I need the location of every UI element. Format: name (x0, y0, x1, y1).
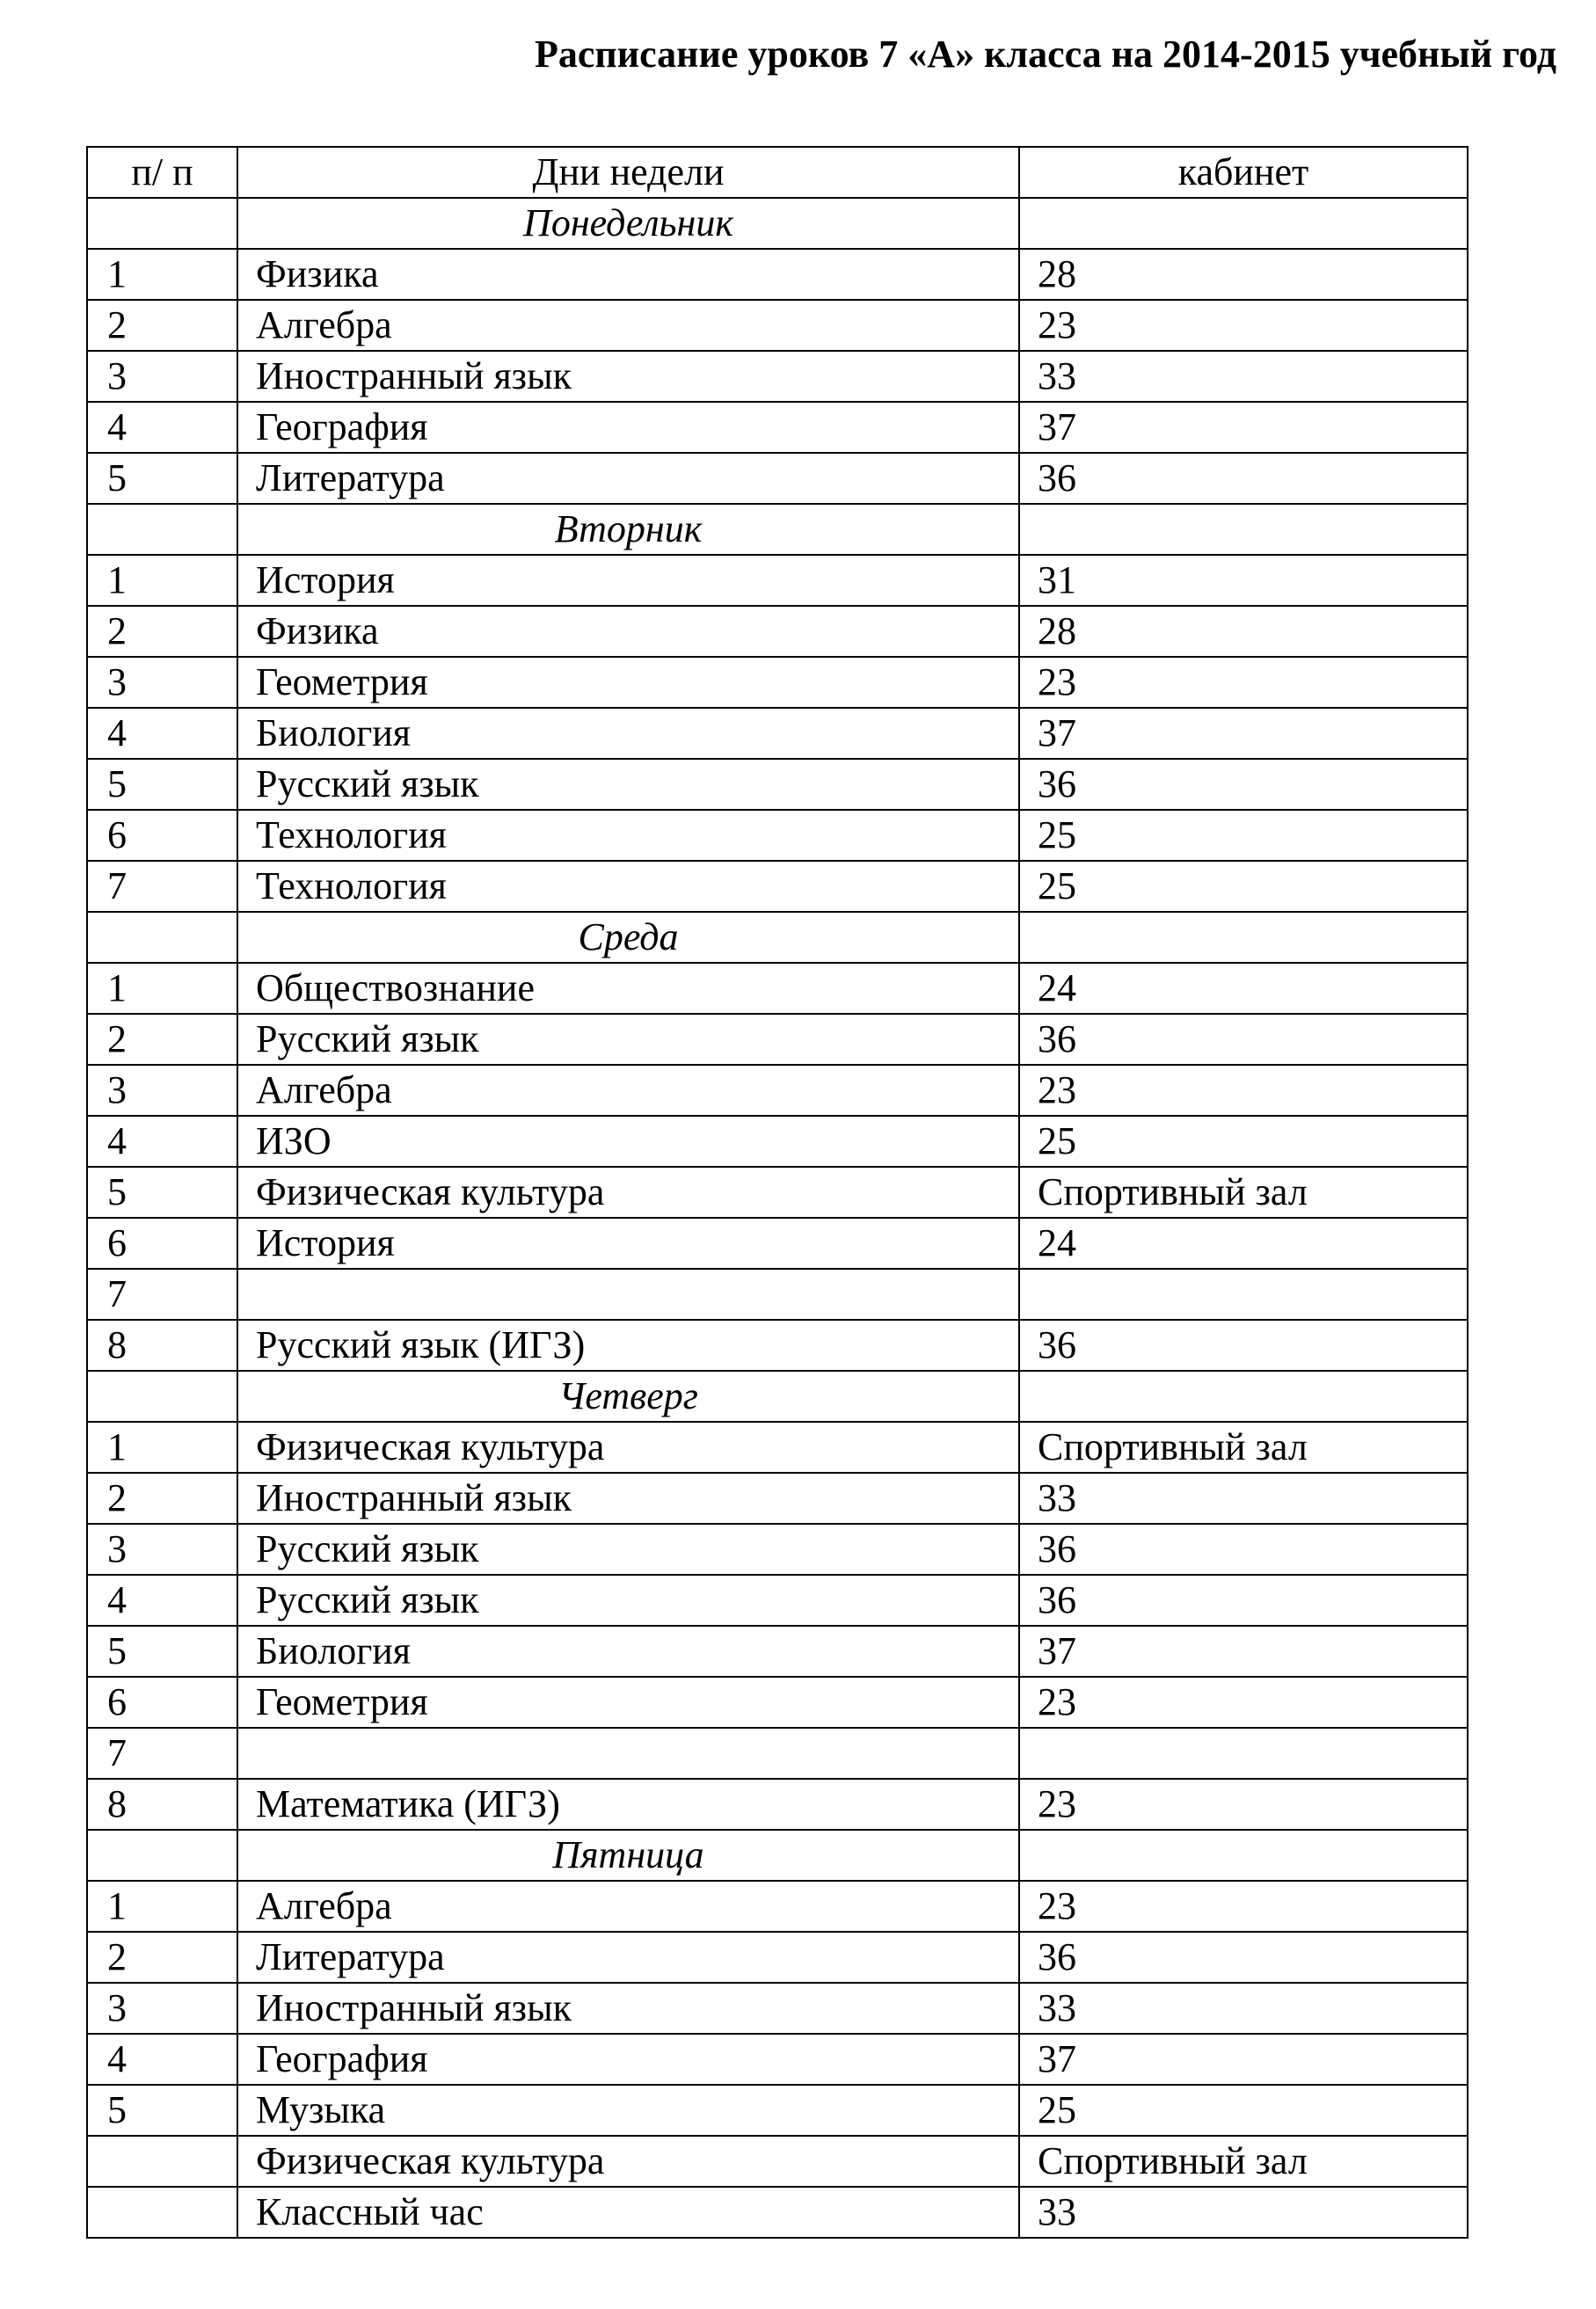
day-number-cell (87, 198, 237, 249)
lesson-row (87, 657, 1468, 708)
lesson-row (87, 1881, 1468, 1932)
lesson-room: 31 (1019, 555, 1468, 606)
lesson-number: 6 (87, 1218, 237, 1269)
lesson-row (87, 810, 1468, 861)
lesson-number: 7 (87, 1269, 237, 1320)
lesson-subject: Физическая культура (237, 1167, 1019, 1218)
lesson-room: Спортивный зал (1019, 1422, 1468, 1473)
lesson-room: 33 (1019, 351, 1468, 402)
lesson-row (87, 1779, 1468, 1830)
header-number: п/ п (87, 147, 237, 198)
lesson-row (87, 1218, 1468, 1269)
lesson-subject: Физика (237, 606, 1019, 657)
lesson-subject: Русский язык (ИГЗ) (237, 1320, 1019, 1371)
lesson-row (87, 555, 1468, 606)
day-room-cell (1019, 912, 1468, 963)
lesson-subject: ИЗО (237, 1116, 1019, 1167)
lesson-room (1019, 1728, 1468, 1779)
lesson-row (87, 2085, 1468, 2136)
lesson-room: 36 (1019, 1014, 1468, 1065)
lesson-number: 8 (87, 1320, 237, 1371)
lesson-room: 28 (1019, 249, 1468, 300)
day-number-cell (87, 912, 237, 963)
lesson-row (87, 1014, 1468, 1065)
lesson-row (87, 861, 1468, 912)
lesson-room: 36 (1019, 1524, 1468, 1575)
lesson-row (87, 1269, 1468, 1320)
lesson-number: 2 (87, 1014, 237, 1065)
lesson-room: 24 (1019, 1218, 1468, 1269)
day-row (87, 912, 1468, 963)
lesson-row (87, 1065, 1468, 1116)
lesson-subject: Русский язык (237, 759, 1019, 810)
schedule-table (86, 146, 1468, 2239)
header-row (87, 147, 1468, 198)
lesson-subject: Музыка (237, 2085, 1019, 2136)
lesson-room: Спортивный зал (1019, 2136, 1468, 2187)
lesson-row (87, 2187, 1468, 2238)
lesson-subject (237, 1269, 1019, 1320)
page-title: Расписание уроков 7 «А» класса на 2014-2015 учебный год (534, 33, 1556, 76)
lesson-room: 23 (1019, 1677, 1468, 1728)
day-room-cell (1019, 198, 1468, 249)
lesson-room: 33 (1019, 2187, 1468, 2238)
lesson-row (87, 1167, 1468, 1218)
lesson-row (87, 2034, 1468, 2085)
lesson-number: 2 (87, 1473, 237, 1524)
lesson-subject: Физическая культура (237, 1422, 1019, 1473)
lesson-subject: Физическая культура (237, 2136, 1019, 2187)
lesson-subject: История (237, 1218, 1019, 1269)
lesson-subject: Обществознание (237, 963, 1019, 1014)
lesson-room: 36 (1019, 1932, 1468, 1983)
lesson-number: 5 (87, 1626, 237, 1677)
lesson-room: 23 (1019, 1779, 1468, 1830)
lesson-subject: Литература (237, 453, 1019, 504)
day-number-cell (87, 1830, 237, 1881)
lesson-row (87, 300, 1468, 351)
day-name: Четверг (237, 1371, 1019, 1422)
lesson-subject: Технология (237, 810, 1019, 861)
lesson-room: 24 (1019, 963, 1468, 1014)
lesson-number: 5 (87, 2085, 237, 2136)
lesson-row (87, 1422, 1468, 1473)
lesson-row (87, 1677, 1468, 1728)
lesson-number: 6 (87, 1677, 237, 1728)
lesson-room: 25 (1019, 810, 1468, 861)
lesson-room: 36 (1019, 759, 1468, 810)
lesson-number: 4 (87, 1575, 237, 1626)
lesson-number: 3 (87, 657, 237, 708)
lesson-row (87, 1983, 1468, 2034)
lesson-room: 37 (1019, 1626, 1468, 1677)
lesson-subject: Иностранный язык (237, 1473, 1019, 1524)
day-row (87, 198, 1468, 249)
lesson-subject: Геометрия (237, 1677, 1019, 1728)
lesson-number: 4 (87, 708, 237, 759)
lesson-row (87, 1473, 1468, 1524)
lesson-row (87, 453, 1468, 504)
lesson-subject: Биология (237, 708, 1019, 759)
lesson-subject: Геометрия (237, 657, 1019, 708)
lesson-room: 37 (1019, 2034, 1468, 2085)
lesson-row (87, 1932, 1468, 1983)
schedule-body (87, 147, 1468, 2238)
day-name: Понедельник (237, 198, 1019, 249)
lesson-room: 36 (1019, 1575, 1468, 1626)
lesson-row (87, 1575, 1468, 1626)
lesson-number: 4 (87, 402, 237, 453)
header-room: кабинет (1019, 147, 1468, 198)
day-row (87, 1371, 1468, 1422)
lesson-room: 28 (1019, 606, 1468, 657)
lesson-subject: Физика (237, 249, 1019, 300)
lesson-subject: Математика (ИГЗ) (237, 1779, 1019, 1830)
lesson-number: 3 (87, 1065, 237, 1116)
lesson-number: 3 (87, 351, 237, 402)
lesson-number: 1 (87, 555, 237, 606)
lesson-row (87, 351, 1468, 402)
lesson-subject: Литература (237, 1932, 1019, 1983)
lesson-subject (237, 1728, 1019, 1779)
lesson-number: 1 (87, 963, 237, 1014)
lesson-number: 5 (87, 453, 237, 504)
lesson-row (87, 1728, 1468, 1779)
lesson-row (87, 606, 1468, 657)
lesson-subject: Классный час (237, 2187, 1019, 2238)
lesson-room: 33 (1019, 1983, 1468, 2034)
day-number-cell (87, 1371, 237, 1422)
lesson-subject: Алгебра (237, 1881, 1019, 1932)
lesson-number: 5 (87, 1167, 237, 1218)
lesson-subject: Иностранный язык (237, 1983, 1019, 2034)
lesson-number: 1 (87, 1881, 237, 1932)
lesson-room: 37 (1019, 402, 1468, 453)
lesson-subject: Иностранный язык (237, 351, 1019, 402)
lesson-room: 36 (1019, 453, 1468, 504)
day-room-cell (1019, 1830, 1468, 1881)
lesson-subject: История (237, 555, 1019, 606)
day-row (87, 504, 1468, 555)
lesson-subject: Русский язык (237, 1524, 1019, 1575)
lesson-row (87, 1116, 1468, 1167)
day-room-cell (1019, 1371, 1468, 1422)
lesson-subject: Русский язык (237, 1575, 1019, 1626)
lesson-row (87, 1320, 1468, 1371)
lesson-number: 2 (87, 300, 237, 351)
lesson-number: 6 (87, 810, 237, 861)
lesson-number: 1 (87, 1422, 237, 1473)
day-number-cell (87, 504, 237, 555)
lesson-room: 33 (1019, 1473, 1468, 1524)
lesson-subject: Биология (237, 1626, 1019, 1677)
lesson-row (87, 249, 1468, 300)
lesson-number: 1 (87, 249, 237, 300)
lesson-row (87, 1524, 1468, 1575)
lesson-number: 4 (87, 2034, 237, 2085)
lesson-number: 3 (87, 1524, 237, 1575)
lesson-row (87, 963, 1468, 1014)
lesson-room: 23 (1019, 1881, 1468, 1932)
lesson-room: 25 (1019, 2085, 1468, 2136)
lesson-subject: Алгебра (237, 1065, 1019, 1116)
lesson-number: 2 (87, 1932, 237, 1983)
lesson-room: 37 (1019, 708, 1468, 759)
lesson-number: 3 (87, 1983, 237, 2034)
lesson-subject: География (237, 2034, 1019, 2085)
lesson-number (87, 2187, 237, 2238)
lesson-number: 7 (87, 861, 237, 912)
lesson-subject: Алгебра (237, 300, 1019, 351)
lesson-room: Спортивный зал (1019, 1167, 1468, 1218)
lesson-room: 25 (1019, 861, 1468, 912)
lesson-subject: География (237, 402, 1019, 453)
lesson-room: 23 (1019, 657, 1468, 708)
lesson-row (87, 1626, 1468, 1677)
lesson-number: 8 (87, 1779, 237, 1830)
lesson-row (87, 708, 1468, 759)
lesson-number: 4 (87, 1116, 237, 1167)
lesson-row (87, 402, 1468, 453)
day-name: Пятница (237, 1830, 1019, 1881)
lesson-room: 23 (1019, 300, 1468, 351)
lesson-row (87, 2136, 1468, 2187)
day-name: Среда (237, 912, 1019, 963)
lesson-subject: Русский язык (237, 1014, 1019, 1065)
lesson-room: 36 (1019, 1320, 1468, 1371)
lesson-number (87, 2136, 237, 2187)
lesson-number: 2 (87, 606, 237, 657)
lesson-row (87, 759, 1468, 810)
lesson-room: 23 (1019, 1065, 1468, 1116)
lesson-number: 7 (87, 1728, 237, 1779)
header-days: Дни недели (237, 147, 1019, 198)
lesson-subject: Технология (237, 861, 1019, 912)
lesson-room: 25 (1019, 1116, 1468, 1167)
day-row (87, 1830, 1468, 1881)
lesson-room (1019, 1269, 1468, 1320)
day-room-cell (1019, 504, 1468, 555)
lesson-number: 5 (87, 759, 237, 810)
day-name: Вторник (237, 504, 1019, 555)
